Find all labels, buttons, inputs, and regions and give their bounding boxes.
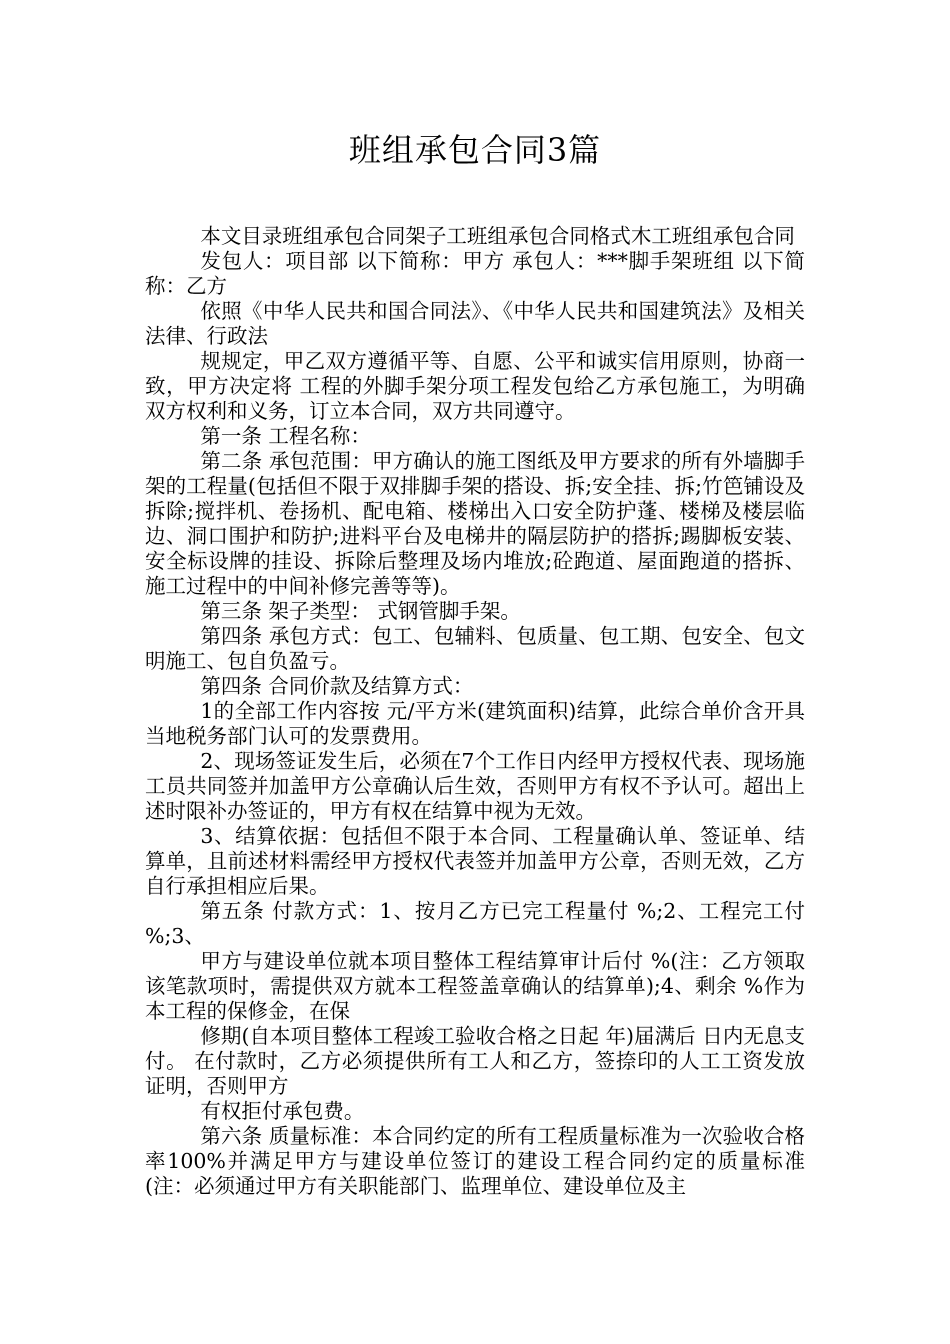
- paragraph-payment-audit: 甲方与建设单位就本项目整体工程结算审计后付 %(注：乙方领取该笔款项时，需提供双方就本工程签盖章确认的结算单);4、剩余 %作为本工程的保修金，在保: [145, 949, 805, 1023]
- paragraph-payment-warranty: 修期(自本项目整体工程竣工验收合格之日起 年)届满后 日内无息支付。 在付款时，乙方必须提供所有工人和乙方，签捺印的人工工资发放证明，否则甲方: [145, 1024, 805, 1098]
- paragraph-article-6: 第六条 质量标准：本合同约定的所有工程质量标准为一次验收合格率100%并满足甲方与建设单位签订的建设工程合同约定的质量标准(注：必须通过甲方有关职能部门、监理单位、建设单位及主: [145, 1124, 805, 1198]
- paragraph-article-2: 第二条 承包范围：甲方确认的施工图纸及甲方要求的所有外墙脚手架的工程量(包括但不限于双排脚手架的搭设、拆;安全挂、拆;竹笆铺设及拆除;搅拌机、卷扬机、配电箱、楼梯出入口安全防护蓬、楼梯及楼层临边、洞口围护和防护;进料平台及电梯井的隔层防护的搭拆;踢脚板安装、安全标设牌的挂设、拆除后整理及场内堆放;砼跑道、屋面跑道的搭拆、施工过程中的中间补修完善等等)。: [145, 449, 805, 598]
- document-body: [145, 224, 805, 1199]
- paragraph-legal-basis: 依照《中华人民共和国合同法》、《中华人民共和国建筑法》及相关法律、行政法: [145, 299, 805, 348]
- document-title: 班组承包合同3篇: [348, 131, 602, 169]
- paragraph-article-3: 第三条 架子类型： 式钢管脚手架。: [200, 599, 521, 623]
- paragraph-article-5: 第五条 付款方式：1、按月乙方已完工程量付 %;2、工程完工付 %;3、: [145, 899, 805, 948]
- paragraph-price-item-1: 1的全部工作内容按 元/平方米(建筑面积)结算，此综合单价含开具当地税务部门认可的发票费用。: [145, 699, 805, 748]
- paragraph-price-item-2: 2、现场签证发生后，必须在7个工作日内经甲方授权代表、现场施工员共同签并加盖甲方公章确认后生效，否则甲方有权不予认可。超出上述时限补办签证的，甲方有权在结算中视为无效。: [145, 749, 805, 823]
- paragraph-payment-refusal: 有权拒付承包费。: [200, 1099, 365, 1123]
- paragraph-table-of-contents: 本文目录班组承包合同架子工班组承包合同格式木工班组承包合同: [200, 224, 795, 248]
- paragraph-agreement: 规规定，甲乙双方遵循平等、自愿、公平和诚实信用原则，协商一致，甲方决定将 工程的外脚手架分项工程发包给乙方承包施工，为明确双方权利和义务，订立本合同，双方共同遵守。: [145, 349, 805, 423]
- paragraph-price-item-3: 3、结算依据：包括但不限于本合同、工程量确认单、签证单、结算单，且前述材料需经甲方授权代表签并加盖甲方公章，否则无效，乙方自行承担相应后果。: [145, 824, 805, 898]
- paragraph-parties: 发包人：项目部 以下简称：甲方 承包人：***脚手架班组 以下简称：乙方: [145, 249, 805, 298]
- paragraph-article-1: 第一条 工程名称：: [200, 424, 371, 448]
- paragraph-article-4-method: 第四条 承包方式：包工、包辅料、包质量、包工期、包安全、包文明施工、包自负盈亏。: [145, 624, 805, 673]
- paragraph-article-4-price: 第四条 合同价款及结算方式：: [200, 674, 474, 698]
